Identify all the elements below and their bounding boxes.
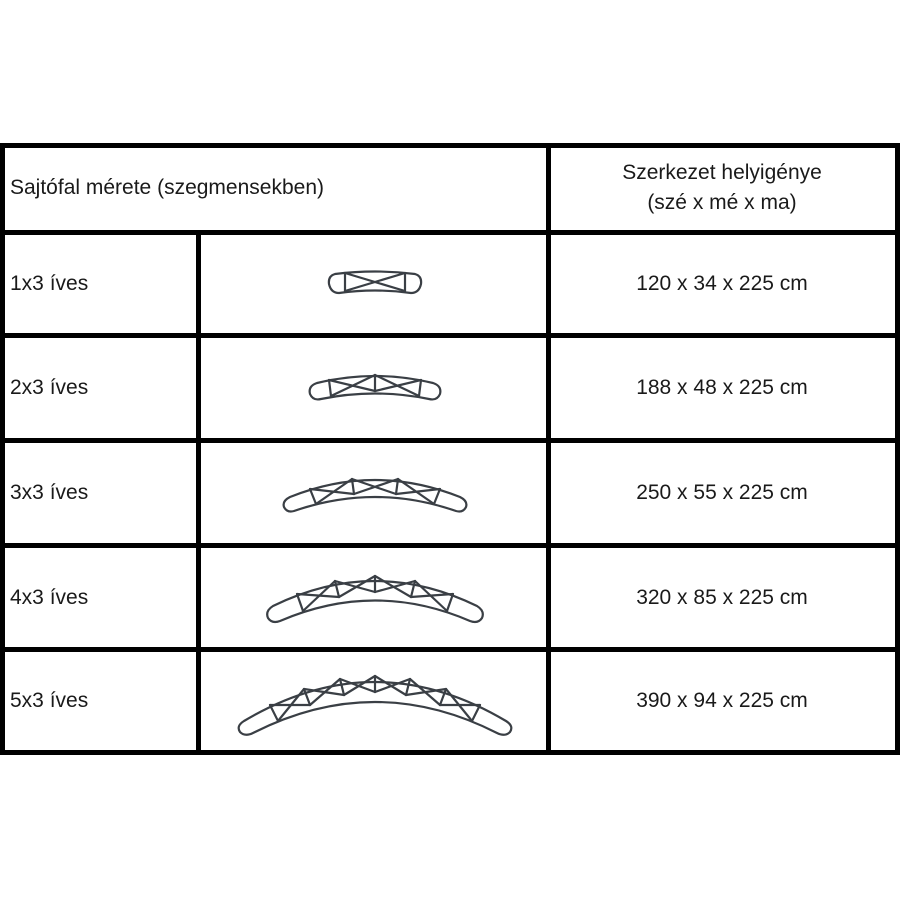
table-row-label bbox=[10, 235, 88, 333]
row-dimension-text: 320 x 85 x 225 cm bbox=[636, 585, 808, 609]
row-dimension-text: 390 x 94 x 225 cm bbox=[636, 689, 808, 712]
table-row-label bbox=[10, 652, 88, 750]
header-space-label: Szerkezet helyigénye bbox=[622, 161, 822, 184]
table-border-bottom bbox=[0, 750, 900, 755]
header-space-cell bbox=[552, 143, 892, 233]
row-label-text: 3x3 íves bbox=[10, 481, 89, 504]
truss-image-cell bbox=[202, 235, 548, 333]
size-table bbox=[0, 143, 900, 755]
row-dimension-text: 120 x 34 x 225 cm bbox=[636, 272, 808, 295]
row-label-text: 2x3 íves bbox=[10, 376, 89, 399]
curved-truss-1-segment-icon bbox=[325, 269, 425, 299]
curved-truss-3-segment-icon bbox=[280, 471, 470, 515]
row-dimension-cell bbox=[552, 652, 892, 750]
table-border-right bbox=[895, 143, 900, 755]
table-border-left bbox=[0, 143, 5, 755]
truss-image-cell bbox=[202, 338, 548, 438]
curved-truss-5-segment-icon bbox=[234, 665, 516, 737]
column-divider bbox=[196, 230, 201, 755]
row-dimension-cell bbox=[552, 548, 892, 647]
curved-truss-4-segment-icon bbox=[263, 570, 487, 626]
row-dimension-cell bbox=[552, 443, 892, 543]
row-label-text: 4x3 íves bbox=[10, 585, 89, 609]
row-dimension-cell bbox=[552, 235, 892, 333]
header-size-cell bbox=[10, 143, 324, 233]
row-label-text: 1x3 íves bbox=[10, 272, 89, 295]
row-dimension-text: 250 x 55 x 225 cm bbox=[636, 481, 808, 504]
truss-image-cell bbox=[202, 652, 548, 750]
header-size-label: Sajtófal mérete (szegmensekben) bbox=[10, 176, 324, 199]
truss-image-cell bbox=[202, 548, 548, 647]
table-row-label bbox=[10, 338, 88, 438]
truss-image-cell bbox=[202, 443, 548, 543]
row-dimension-cell bbox=[552, 338, 892, 438]
header-space-sublabel: (szé x mé x ma) bbox=[647, 191, 797, 214]
curved-truss-2-segment-icon bbox=[305, 371, 445, 405]
table-row-label bbox=[10, 443, 88, 543]
row-label-text: 5x3 íves bbox=[10, 689, 89, 712]
row-dimension-text: 188 x 48 x 225 cm bbox=[636, 376, 808, 399]
table-row-label bbox=[10, 548, 88, 647]
